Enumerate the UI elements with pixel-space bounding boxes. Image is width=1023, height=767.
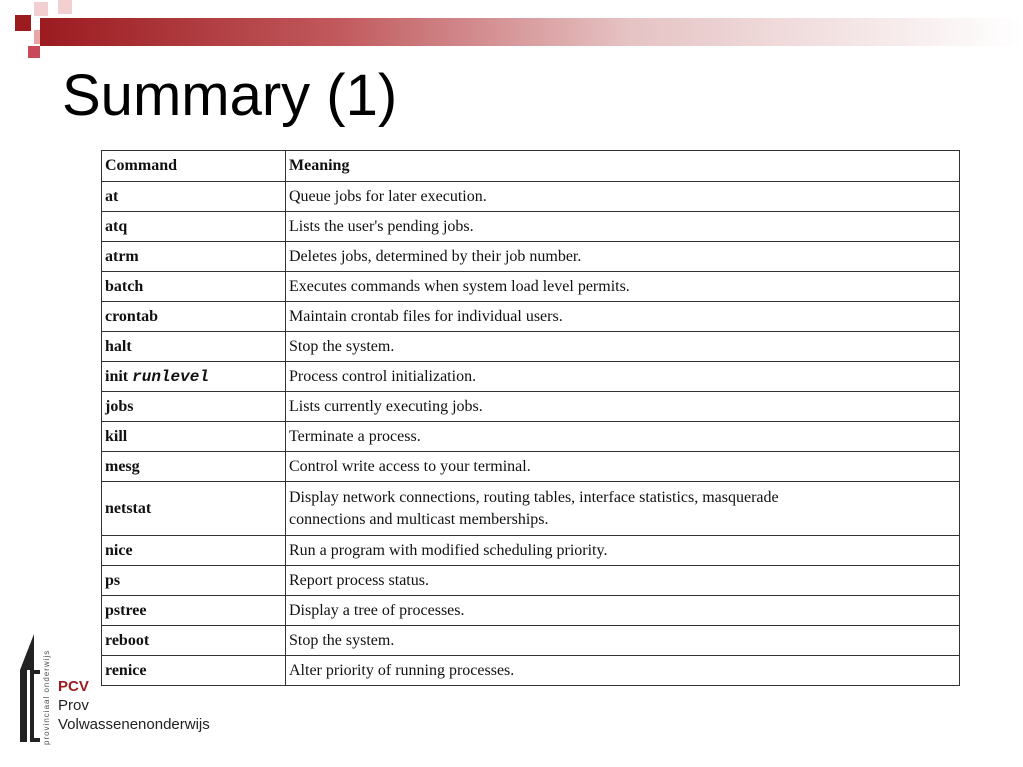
meaning-cell: Maintain crontab files for individual users. — [286, 302, 960, 332]
command-name: init — [105, 367, 129, 385]
decor-square — [15, 15, 31, 31]
table-row — [102, 242, 960, 272]
command-cell: netstat — [102, 482, 286, 536]
command-cell: renice — [102, 656, 286, 686]
table-header-row — [102, 151, 960, 182]
command-cell: batch — [102, 272, 286, 302]
meaning-line: Display network connections, routing tables, interface statistics, masquerade — [289, 488, 779, 506]
meaning-cell: Lists currently executing jobs. — [286, 392, 960, 422]
logo-line-volwassenenonderwijs: Volwassenenonderwijs — [58, 716, 210, 733]
command-cell: kill — [102, 422, 286, 452]
command-cell: nice — [102, 536, 286, 566]
table-row — [102, 392, 960, 422]
command-cell — [102, 362, 286, 392]
table-row — [102, 302, 960, 332]
decor-square — [28, 46, 40, 58]
header-gradient-band — [40, 18, 1023, 46]
meaning-cell: Terminate a process. — [286, 422, 960, 452]
table-row — [102, 272, 960, 302]
meaning-cell: Lists the user's pending jobs. — [286, 212, 960, 242]
column-header-command: Command — [102, 151, 286, 182]
command-cell: reboot — [102, 626, 286, 656]
meaning-line: connections and multicast memberships. — [289, 510, 549, 528]
meaning-cell: Deletes jobs, determined by their job number. — [286, 242, 960, 272]
command-table — [101, 150, 960, 686]
logo-bar-icon — [20, 670, 27, 742]
logo-line-prov: Prov — [58, 697, 89, 714]
meaning-cell — [286, 482, 960, 536]
meaning-cell: Process control initialization. — [286, 362, 960, 392]
logo-vertical-text: provinciaal onderwijs — [42, 649, 51, 745]
command-cell: atrm — [102, 242, 286, 272]
meaning-cell: Stop the system. — [286, 332, 960, 362]
logo-triangle-icon — [20, 634, 34, 670]
meaning-cell: Executes commands when system load level permits. — [286, 272, 960, 302]
table-row — [102, 212, 960, 242]
command-cell: halt — [102, 332, 286, 362]
table-row — [102, 452, 960, 482]
command-cell: atq — [102, 212, 286, 242]
command-cell: pstree — [102, 596, 286, 626]
table-row — [102, 422, 960, 452]
table-row — [102, 536, 960, 566]
table-row — [102, 596, 960, 626]
table-row — [102, 362, 960, 392]
meaning-cell: Display a tree of processes. — [286, 596, 960, 626]
command-cell: ps — [102, 566, 286, 596]
meaning-cell: Queue jobs for later execution. — [286, 182, 960, 212]
meaning-cell: Run a program with modified scheduling priority. — [286, 536, 960, 566]
table-row — [102, 566, 960, 596]
command-argument: runlevel — [132, 367, 209, 386]
table-row — [102, 332, 960, 362]
decor-square — [34, 2, 48, 16]
meaning-cell: Report process status. — [286, 566, 960, 596]
meaning-cell: Stop the system. — [286, 626, 960, 656]
logo-abbreviation: PCV — [58, 678, 89, 695]
table-row — [102, 182, 960, 212]
pcv-logo — [20, 630, 260, 750]
command-cell: at — [102, 182, 286, 212]
meaning-cell: Alter priority of running processes. — [286, 656, 960, 686]
meaning-cell: Control write access to your terminal. — [286, 452, 960, 482]
command-cell: mesg — [102, 452, 286, 482]
column-header-meaning: Meaning — [286, 151, 960, 182]
command-cell: jobs — [102, 392, 286, 422]
decor-square — [58, 0, 72, 14]
slide-title: Summary (1) — [62, 63, 398, 128]
logo-bracket-icon — [30, 670, 40, 742]
table-row — [102, 482, 960, 536]
command-cell: crontab — [102, 302, 286, 332]
